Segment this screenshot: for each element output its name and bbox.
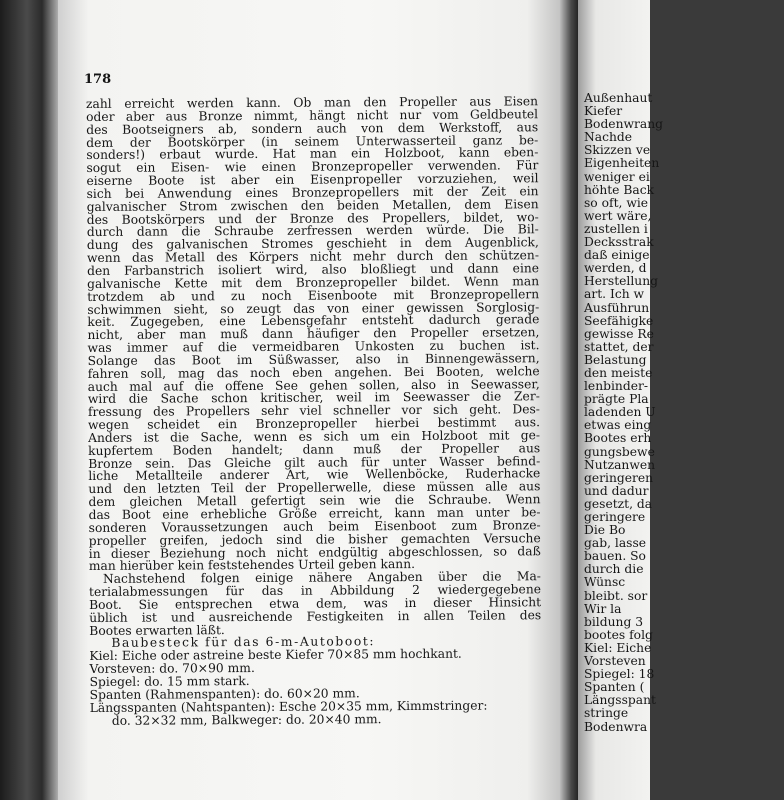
right-text-line: geringere [584,510,646,524]
right-text-line: bleibt. sor [584,588,648,603]
right-text-line: Nutzanwen [584,457,656,472]
right-text-line: prägte Pla [584,392,649,407]
text-line: fahren soll, mag das noch eben angehen. Bei Booten, welche [87,363,540,381]
text-line: wenn das Metall des Körpers nicht mehr durch den schützen- [86,248,540,266]
right-text-line: Skizzen ve [584,143,651,158]
right-text-line: Die Bo [584,523,626,538]
spec-line: do. 32×32 mm, Balkweger: do. 20×40 mm. [111,711,382,728]
text-line: Bronze sein. Das Gleiche gilt auch für unter Wasser befind- [88,453,541,471]
body-text [86,95,542,727]
right-text-line: Wir la [584,601,622,616]
text-line: dung des galvanischen Stromes geschieht in dem Augenblick, [86,235,539,253]
right-text-line: so oft, wie [584,195,649,210]
right-text-line: Außenhaut [584,91,653,105]
text-line: Bootes erwarten läßt. [89,622,225,638]
right-text-line: Belastung [584,352,647,367]
text-line: auch mal auf die offene See gehen sollen, also in Seewasser, [87,376,540,394]
spec-heading: Baubesteck für das 6-m-Autoboot: [111,634,376,651]
paragraph-block [86,95,541,637]
right-text-line: Wünsc [584,575,626,590]
right-text-line: werden, d [584,261,647,276]
right-text-line: Spanten ( [584,680,645,695]
spec-line: Vorsteven: do. 70×90 mm. [89,661,255,677]
right-text-line: Bootes erh [584,431,652,446]
right-text-line: stringe [584,706,629,721]
right-text-line: und dadur [584,483,649,498]
text-line: galvanische Kette mit dem Bronzepropeller bildet. Wenn man [87,274,540,291]
text-line: sonders!) erbaut wurde. Hat man ein Holzboot, kann eben- [86,145,539,163]
text-line: wegen scheidet ein Bronzepropeller hierbei bestimmt aus. [87,415,541,433]
text-line: galvanischer Strom zwischen den beiden Metallen, dem Eisen [86,196,539,214]
right-text-line: geringeren [584,470,654,485]
text-line: das Boot eine erhebliche Größe erreicht, kann man unter be- [88,505,541,522]
right-text-line: Decksstrak [584,235,654,250]
text-line: nicht, aber man muß dann häufiger den Propeller ersetzen, [87,325,540,343]
right-text-line: Ausführun [584,300,650,315]
text-line: und den letzten Teil der Propellerwelle, diese müssen alle aus [88,479,541,497]
text-line: Nachstehend folgen einige nähere Angaben über die Ma- [102,569,541,587]
right-text-line: Herstellung [584,274,658,289]
right-text-line: bauen. So [584,549,646,564]
text-line: in dieser Beziehung noch nicht endgültig abgeschlossen, so daß [88,543,541,561]
page-number: 178 [84,72,112,87]
right-page-text [584,92,784,734]
text-line: dem gleichen Metall gefertigt sein wie die Schraube. Wenn [88,492,541,510]
text-line: liche Metallteile anderer Art, wie Wellenböcke, Ruderhacke [88,466,541,484]
spec-line: Kiel: Eiche oder astreine beste Kiefer 70×85 mm hochkant. [89,646,462,664]
text-line: zahl erreicht werden kann. Ob man den Propeller aus Eisen [85,94,539,111]
right-text-line: bootes folg [584,627,653,642]
text-line: des Bootseigners ab, sondern auch von dem Werkstoff, aus [86,119,539,137]
text-line: kupfertem Boden handelt; dann muß der Propeller aus [88,441,541,458]
right-text-line: weniger ei [584,169,650,184]
right-text-line: art. Ich w [584,287,645,302]
text-line: eiserne Boote ist aber ein Eisenpropeller vorzuziehen, weil [86,171,539,189]
text-line: sonderen Voraussetzungen auch beim Eisenboot zum Bronze- [88,518,541,535]
text-line: des Bootskörpers und der Bronze des Propellers, bildet, wo- [86,209,539,227]
text-line: durch dann die Schraube zerfressen werden würde. Die Bil- [86,222,539,240]
text-line: trotzdem ab und zu noch Eisenboote mit Bronzepropellern [87,286,540,304]
text-line: terialabmessungen für das in Abbildung 2 wiedergegebene [88,582,542,600]
text-line: sich bei Anwendung eines Bronzepropellers mit der Zeit ein [86,184,539,201]
right-text-line: Längsspant [584,693,656,708]
spec-line: Spanten (Rahmenspanten): do. 60×20 mm. [89,686,360,702]
right-text-line: durch die [584,562,644,577]
right-text-line: Spiegel: 18 [584,667,655,682]
right-text-line: bildung 3 [584,614,644,629]
right-text-line: Bodenwra [584,719,648,734]
right-text-line: Kiefer [584,104,623,119]
text-line: dem der Bootskörper (in seinem Unterwasserteil ganz be- [86,132,539,150]
right-page [578,0,664,800]
text-line: sogut ein Eisen- wie einen Bronzepropeller verwenden. Für [86,158,539,176]
text-line: üblich ist und ausreichende Festigkeiten in allen Teilen des [89,607,542,625]
spec-line: Spiegel: do. 15 mm stark. [89,673,250,689]
text-line: keit. Zugegeben, eine Lebensgefahr entsteht dadurch gerade [87,312,540,330]
right-text-line: gungsbewe [584,444,655,459]
text-line: Anders ist die Sache, wenn es sich um ein Holzboot mit ge- [88,428,541,445]
book-spine [0,0,60,800]
text-line: schwimmen sieht, so zeugt das von einer gewissen Sorglosig- [87,299,540,317]
text-line: Boot. Sie entsprechen etwa dem, was in dieser Hinsicht [89,595,542,612]
right-text-line: Vorsteven [584,654,646,669]
spec-line: Längsspanten (Nahtspanten): Esche 20×35 mm, Kimmstringer: [89,698,488,715]
text-line: den Farbanstrich isoliert wird, also bloßliegt und dann eine [87,261,540,278]
right-text-line: Nachde [584,130,633,145]
right-text-line: stattet, der [584,339,654,354]
text-line: was immer auf die vermeidbaren Unkosten zu buchen ist. [87,338,540,356]
right-text-line: ladenden U [584,405,656,420]
right-text-line: Bodenwrang [584,117,664,132]
right-text-line: zustellen i [584,221,648,236]
spec-list [89,648,541,728]
text-line: Solange das Boot im Süßwasser, also in Binnengewässern, [87,351,540,368]
right-text-line: etwas eing [584,418,652,433]
right-text-line: den meiste [584,365,653,380]
right-text-line: Eigenheiten [584,156,660,171]
right-text-line: lenbinder- [584,379,649,394]
text-line: fressung des Propellers sehr viel schneller vor sich geht. Des- [87,402,540,420]
text-line: propeller greifen, jedoch sind die bisher gemachten Versuche [88,530,541,548]
right-text-line: gesetzt, da [584,496,653,511]
right-text-line: Kiel: Eiche [584,640,652,655]
text-line: oder aber aus Bronze nimmt, hängt nicht nur vom Geldbeutel [86,107,539,124]
gutter-shadow [560,0,580,800]
right-text-line: gab, lasse [584,536,647,551]
right-text-line: gewisse Re [584,326,654,341]
text-line: man hierüber kein feststehendes Urteil geben kann. [88,557,416,574]
right-text-line: wert wäre, [584,208,652,223]
text-line: wird die Sache schon kritischer, weil im Seewasser die Zer- [87,389,540,407]
right-text-line: höhte Back [584,182,655,197]
right-text-line: daß einige [584,248,650,263]
right-text-line: Seefähigke [584,313,654,328]
